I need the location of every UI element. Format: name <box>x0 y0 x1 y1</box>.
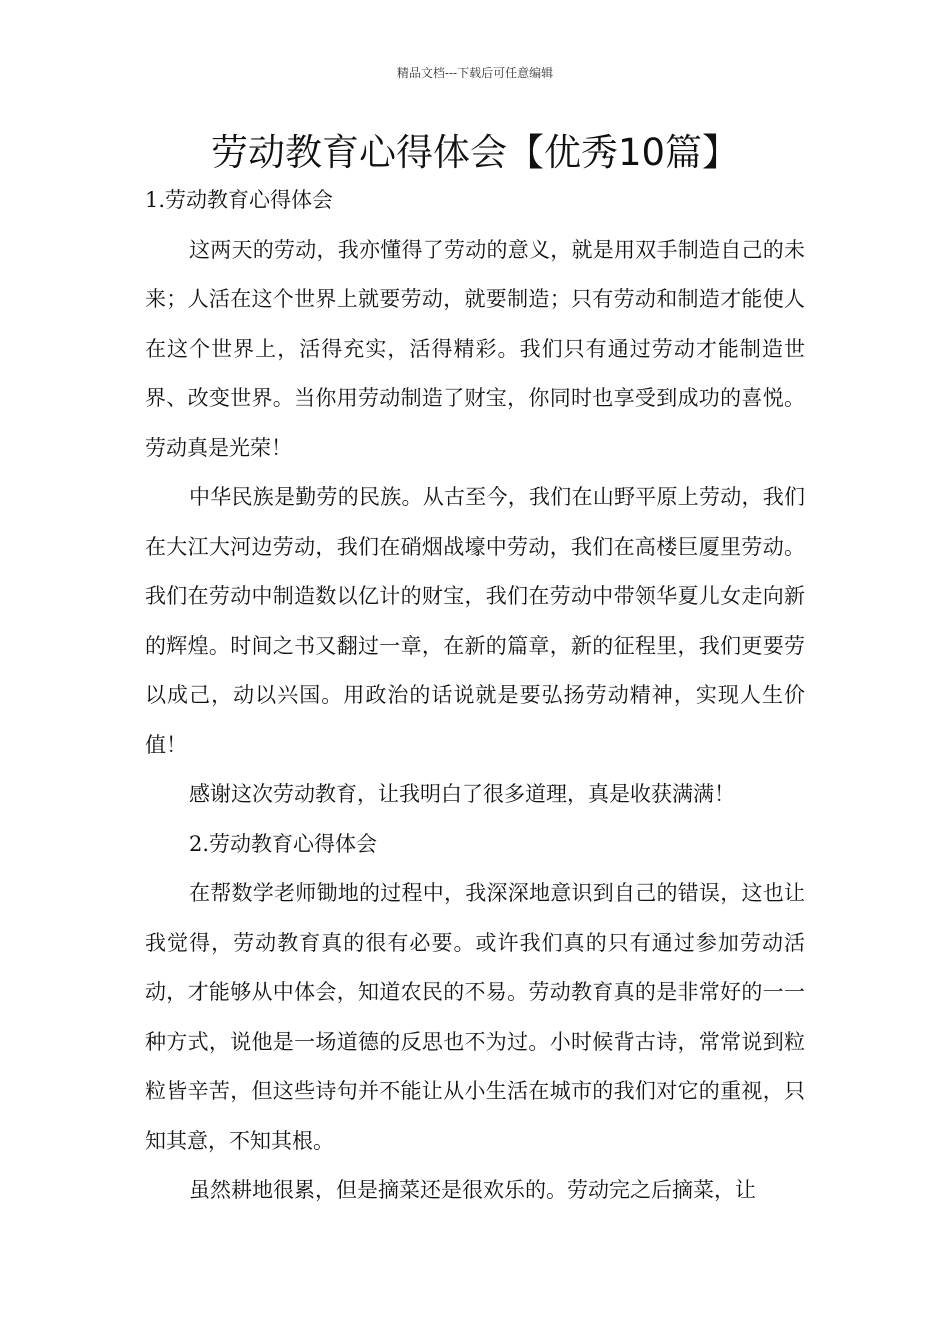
paragraph: 感谢这次劳动教育，让我明白了很多道理，真是收获满满！ <box>189 782 735 806</box>
section-heading-1: 1.劳动教育心得体会 <box>145 188 334 212</box>
paragraph: 虽然耕地很累，但是摘菜还是很欢乐的。劳动完之后摘菜，让 <box>189 1178 756 1202</box>
paragraph: 在帮数学老师锄地的过程中，我深深地意识到自己的错误，这也让我觉得，劳动教育真的很有必要。或许我们真的只有通过参加劳动活动，才能够从中体会，知道农民的不易。劳动教育真的是非常好的一一种方式，说他是一场道德的反思也不为过。小时候背古诗，常常说到粒粒皆辛苦，但这些诗句并不能让从小生活在城市的我们对它的重视，只知其意，不知其根。 <box>145 881 805 1153</box>
document-title: 劳动教育心得体会【优秀10篇】 <box>210 131 740 174</box>
paragraph: 这两天的劳动，我亦懂得了劳动的意义，就是用双手制造自己的未来；人活在这个世界上就要劳动，就要制造；只有劳动和制造才能使人在这个世界上，活得充实，活得精彩。我们只有通过劳动才能制造世界、改变世界。当你用劳动制造了财宝，你同时也享受到成功的喜悦。劳动真是光荣！ <box>145 237 805 460</box>
header-note: 精品文档---下载后可任意编辑 <box>396 66 554 80</box>
paragraph: 中华民族是勤劳的民族。从古至今，我们在山野平原上劳动，我们在大江大河边劳动，我们在硝烟战壕中劳动，我们在高楼巨厦里劳动。我们在劳动中制造数以亿计的财宝，我们在劳动中带领华夏儿女走向新的辉煌。时间之书又翻过一章，在新的篇章，新的征程里，我们更要劳以成己，动以兴国。用政治的话说就是要弘扬劳动精神，实现人生价值！ <box>145 485 805 757</box>
section-heading-2: 2.劳动教育心得体会 <box>189 831 378 856</box>
document-body <box>145 176 805 1216</box>
